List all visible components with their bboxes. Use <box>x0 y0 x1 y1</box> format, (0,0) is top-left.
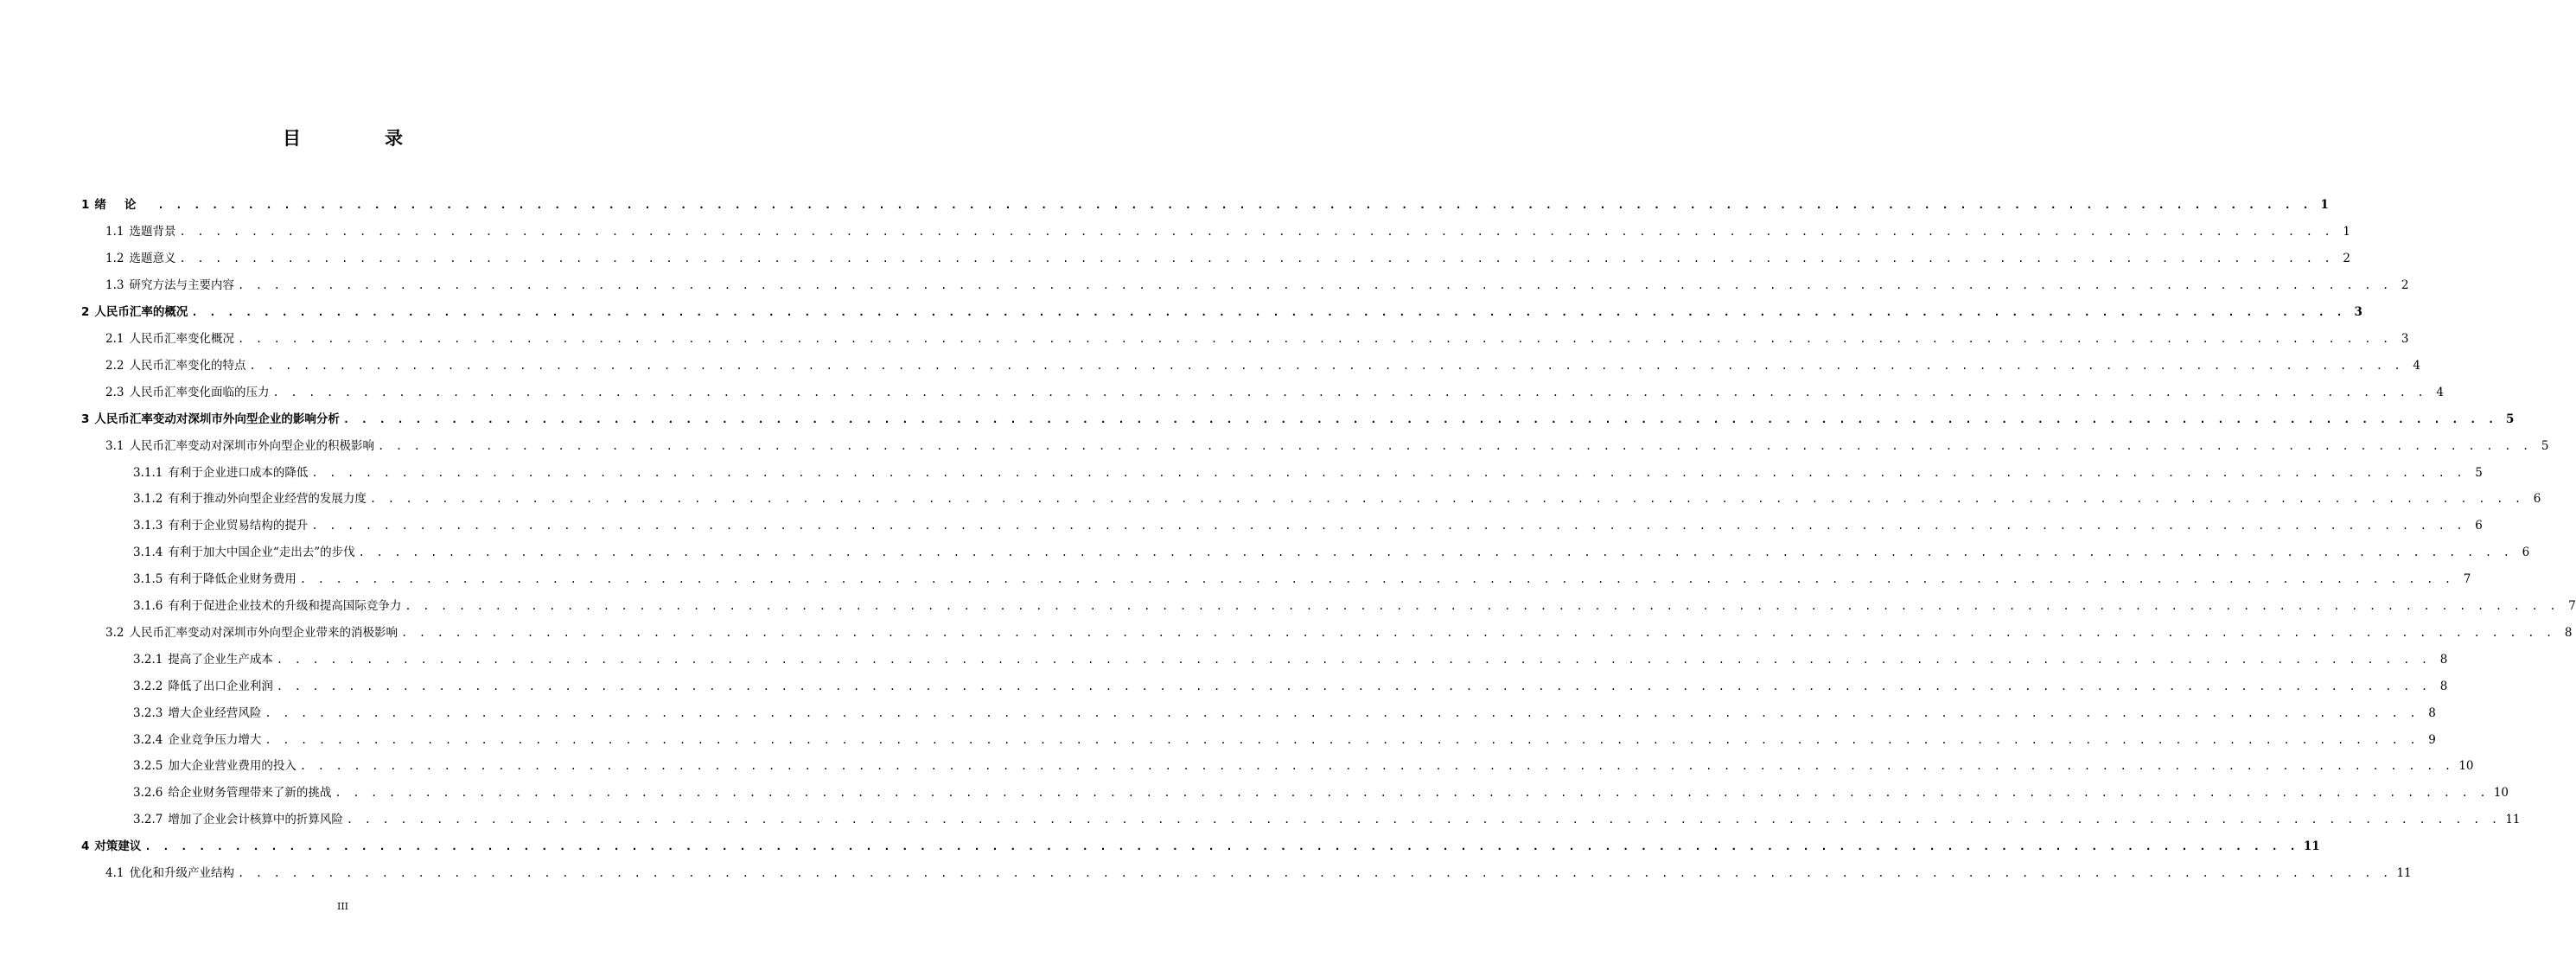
dot-leader: . . . . . . . . . . . . . . . . . . . . . . . . . . . . . . . . . . . . . . . . . . . . . . . . . . . . . . . . . . . . . . . . . . . . . . . . . . . . . . . . . . . . . . . . . . . . . . . . . . . . . . . . . . . . . . . . . . . . . . . . <box>179 252 2333 265</box>
toc-entry[interactable] <box>0 620 2573 647</box>
toc-entry-label <box>133 519 311 533</box>
toc-entry[interactable] <box>0 246 2350 272</box>
toc-entry-text: 加大企业营业费用的投入 <box>168 759 296 774</box>
toc-entry-page: 1 <box>2343 225 2350 239</box>
toc-entry-page: 7 <box>2568 599 2576 614</box>
toc-entry-number: 3.1 <box>105 438 124 453</box>
toc-entry[interactable] <box>0 539 2530 566</box>
toc-entry-label <box>81 198 157 212</box>
toc-entry[interactable] <box>0 566 2471 593</box>
toc-entry-page: 6 <box>2533 492 2541 507</box>
toc-entry-label <box>133 680 277 693</box>
toc-entry-number: 1.2 <box>105 252 124 266</box>
dot-leader: . . . . . . . . . . . . . . . . . . . . . . . . . . . . . . . . . . . . . . . . . . . . . . . . . . . . . . . . . . . . . . . . . . . . . . . . . . . . . . . . . . . . . . . . . . . . . . . . . . . . . . . . . . . . . . . . . . . . . . . . <box>299 760 2454 773</box>
toc-entry-number: 3.2.6 <box>133 786 163 801</box>
toc-entry-number: 3.2.2 <box>133 679 163 693</box>
toc-entry-page: 5 <box>2475 465 2483 480</box>
toc-entry-label <box>105 225 179 239</box>
dot-leader: . . . . . . . . . . . . . . . . . . . . . . . . . . . . . . . . . . . . . . . . . . . . . . . . . . . . . . . . . . . . . . . . . . . . . . . . . . . . . . . . . . . . . . . . . . . . . . . . . . . . . . . . . . . . . . . . . . . . . . . . <box>237 332 2392 345</box>
toc-entry-text: 人民币汇率变动对深圳市外向型企业的积极影响 <box>129 438 374 453</box>
page-number: III <box>336 901 349 912</box>
toc-entry[interactable] <box>0 192 2329 219</box>
dot-leader: . . . . . . . . . . . . . . . . . . . . . . . . . . . . . . . . . . . . . . . . . . . . . . . . . . . . . . . . . . . . . . . . . . . . . . . . . . . . . . . . . . . . . . . . . . . . . . . . . . . . . . . . . . . . . . . . . . . . . . . . <box>299 573 2454 586</box>
toc-entry-label <box>105 252 179 265</box>
dot-leader: . . . . . . . . . . . . . . . . . . . . . . . . . . . . . . . . . . . . . . . . . . . . . . . . . . . . . . . . . . . . . . . . . . . . . . . . . . . . . . . . . . . . . . . . . . . . . . . . . . . . . . . . . . . . . . . . . . . . . . . . <box>335 787 2489 800</box>
toc-entry[interactable] <box>0 753 2474 780</box>
toc-entry-page: 1 <box>2320 198 2329 213</box>
toc-entry[interactable] <box>0 780 2509 807</box>
toc-entry-page: 5 <box>2505 412 2515 426</box>
page-title: 目 录 <box>283 128 436 149</box>
toc-entry-page: 6 <box>2475 519 2483 533</box>
dot-leader: . . . . . . . . . . . . . . . . . . . . . . . . . . . . . . . . . . . . . . . . . . . . . . . . . . . . . . . . . . . . . . . . . . . . . . . . . . . . . . . . . . . . . . . . . . . . . . . . . . . . . . . . . . . . . . . . . . . . . . . . <box>265 706 2419 719</box>
dot-leader: . . . . . . . . . . . . . . . . . . . . . . . . . . . . . . . . . . . . . . . . . . . . . . . . . . . . . . . . . . . . . . . . . . . . . . . . . . . . . . . . . . . . . . . . . . . . . . . . . . . . . . . . . . . . . . . . . . . . . . . . <box>237 279 2392 292</box>
toc-entry-number: 3.2.3 <box>133 705 163 720</box>
table-of-contents <box>0 192 2576 887</box>
toc-entry-text: 人民币汇率的概况 <box>94 305 188 320</box>
toc-entry-text: 人民币汇率变动对深圳市外向型企业的影响分析 <box>94 412 340 426</box>
toc-entry-page: 9 <box>2428 732 2436 747</box>
toc-entry-number: 2.3 <box>105 385 124 399</box>
toc-entry-page: 2 <box>2343 252 2350 266</box>
toc-entry[interactable] <box>0 860 2412 887</box>
toc-entry-label <box>133 466 311 480</box>
toc-entry-text: 有利于推动外向型企业经营的发展力度 <box>168 492 367 507</box>
toc-entry-number: 3.1.4 <box>133 546 163 560</box>
toc-entry-label <box>133 786 335 800</box>
toc-entry[interactable] <box>0 513 2483 539</box>
toc-entry-number: 4 <box>81 839 90 854</box>
toc-entry-label <box>133 706 265 720</box>
toc-entry-text: 有利于促进企业技术的升级和提高国际竞争力 <box>168 599 402 614</box>
toc-entry-page: 6 <box>2522 546 2530 560</box>
toc-entry[interactable] <box>0 352 2420 379</box>
toc-entry-page: 5 <box>2541 438 2549 453</box>
toc-entry-label <box>81 305 191 319</box>
toc-entry-text: 提高了企业生产成本 <box>168 652 273 667</box>
toc-entry-number: 3.2.4 <box>133 732 163 747</box>
toc-entry-page: 4 <box>2436 385 2444 399</box>
dot-leader: . . . . . . . . . . . . . . . . . . . . . . . . . . . . . . . . . . . . . . . . . . . . . . . . . . . . . . . . . . . . . . . . . . . . . . . . . . . . . . . . . . . . . . . . . . . . . . . . . . . . . . . . . . . . . . . . . . . . . . . . <box>358 546 2513 559</box>
toc-entry-label <box>105 359 249 373</box>
dot-leader: . . . . . . . . . . . . . . . . . . . . . . . . . . . . . . . . . . . . . . . . . . . . . . . . . . . . . . . . . . . . . . . . . . . . . . . . . . . . . . . . . . . . . . . . . . . . . . . . . . . . . . . . . . . . . . . . . . . . . . . . <box>346 814 2501 826</box>
toc-entry-number: 3.1.3 <box>133 519 163 533</box>
toc-entry-text: 人民币汇率变化面临的压力 <box>129 385 270 399</box>
toc-entry-text: 增加了企业会计核算中的折算风险 <box>168 813 343 827</box>
toc-entry[interactable] <box>0 379 2444 405</box>
toc-entry-label <box>81 412 343 426</box>
toc-entry-text: 人民币汇率变化概况 <box>129 331 234 346</box>
toc-entry-page: 11 <box>2303 839 2320 854</box>
toc-entry-text: 有利于加大中国企业“走出去”的步伐 <box>168 546 355 560</box>
toc-entry[interactable] <box>0 593 2576 620</box>
toc-entry-number: 3.2.1 <box>133 652 163 667</box>
toc-entry-text: 降低了出口企业利润 <box>168 679 273 693</box>
toc-entry-label <box>133 599 405 613</box>
dot-leader: . . . . . . . . . . . . . . . . . . . . . . . . . . . . . . . . . . . . . . . . . . . . . . . . . . . . . . . . . . . . . . . . . . . . . . . . . . . . . . . . . . . . . . . . . . . . . . . . . . . . . . . . . . . . . . . . . . . . . . . . <box>179 226 2333 239</box>
toc-entry-label <box>105 386 272 399</box>
toc-entry-number: 2.1 <box>105 331 124 346</box>
toc-entry[interactable] <box>0 486 2541 513</box>
dot-leader: . . . . . . . . . . . . . . . . . . . . . . . . . . . . . . . . . . . . . . . . . . . . . . . . . . . . . . . . . . . . . . . . . . . . . . . . . . . . . . . . . . . . . . . . . . . . . . . . . . . . . . . . . . . . . . . . . . . . . . . . <box>157 199 2311 212</box>
toc-entry[interactable] <box>0 699 2436 726</box>
toc-entry-page: 11 <box>2505 813 2521 827</box>
toc-entry-number: 3.1.5 <box>133 572 163 587</box>
toc-entry[interactable] <box>0 432 2549 459</box>
toc-entry-label <box>105 439 378 453</box>
toc-entry-text: 有利于企业进口成本的降低 <box>168 465 309 480</box>
toc-entry-number: 2 <box>81 305 90 320</box>
toc-entry-text: 给企业财务管理带来了新的挑战 <box>168 786 332 801</box>
toc-entry-label <box>105 332 238 346</box>
toc-entry-page: 2 <box>2401 278 2409 293</box>
toc-entry-number: 3.1.6 <box>133 599 163 614</box>
toc-entry-page: 11 <box>2396 866 2412 881</box>
toc-entry-label <box>133 492 370 506</box>
toc-entry-label <box>105 278 238 292</box>
toc-entry[interactable] <box>0 299 2362 326</box>
toc-entry-label <box>133 653 277 667</box>
toc-entry-number: 3.2.7 <box>133 813 163 827</box>
toc-entry-page: 4 <box>2413 358 2420 373</box>
toc-entry-text: 人民币汇率变动对深圳市外向型企业带来的消极影响 <box>129 625 398 640</box>
toc-entry-number: 3.1.2 <box>133 492 163 507</box>
toc-entry[interactable] <box>0 726 2436 753</box>
toc-entry-number: 1 <box>81 198 90 213</box>
toc-entry-page: 7 <box>2463 572 2471 587</box>
dot-leader: . . . . . . . . . . . . . . . . . . . . . . . . . . . . . . . . . . . . . . . . . . . . . . . . . . . . . . . . . . . . . . . . . . . . . . . . . . . . . . . . . . . . . . . . . . . . . . . . . . . . . . . . . . . . . . . . . . . . . . . . <box>311 466 2465 479</box>
toc-entry-text: 有利于降低企业财务费用 <box>168 572 296 587</box>
toc-entry-label <box>105 866 238 880</box>
toc-entry-text: 选题意义 <box>129 252 176 266</box>
dot-leader: . . . . . . . . . . . . . . . . . . . . . . . . . . . . . . . . . . . . . . . . . . . . . . . . . . . . . . . . . . . . . . . . . . . . . . . . . . . . . . . . . . . . . . . . . . . . . . . . . . . . . . . . . . . . . . . . . . . . . . . . <box>249 359 2403 372</box>
dot-leader: . . . . . . . . . . . . . . . . . . . . . . . . . . . . . . . . . . . . . . . . . . . . . . . . . . . . . . . . . . . . . . . . . . . . . . . . . . . . . . . . . . . . . . . . . . . . . . . . . . . . . . . . . . . . . . . . . . . . . . . . <box>400 626 2555 639</box>
toc-entry-label <box>133 759 300 773</box>
dot-leader: . . . . . . . . . . . . . . . . . . . . . . . . . . . . . . . . . . . . . . . . . . . . . . . . . . . . . . . . . . . . . . . . . . . . . . . . . . . . . . . . . . . . . . . . . . . . . . . . . . . . . . . . . . . . . . . . . . . . . . . . <box>237 867 2392 880</box>
toc-entry-page: 8 <box>2428 705 2436 720</box>
toc-entry-label <box>105 626 401 640</box>
toc-entry-text: 企业竞争压力增大 <box>168 732 262 747</box>
toc-entry-number: 2.2 <box>105 358 124 373</box>
dot-leader: . . . . . . . . . . . . . . . . . . . . . . . . . . . . . . . . . . . . . . . . . . . . . . . . . . . . . . . . . . . . . . . . . . . . . . . . . . . . . . . . . . . . . . . . . . . . . . . . . . . . . . . . . . . . . . . . . . . . . . . . <box>377 439 2532 452</box>
toc-entry-page: 8 <box>2564 625 2573 640</box>
toc-entry[interactable] <box>0 459 2483 486</box>
toc-entry[interactable] <box>0 219 2350 246</box>
toc-entry-text: 人民币汇率变化的特点 <box>129 358 246 373</box>
dot-leader: . . . . . . . . . . . . . . . . . . . . . . . . . . . . . . . . . . . . . . . . . . . . . . . . . . . . . . . . . . . . . . . . . . . . . . . . . . . . . . . . . . . . . . . . . . . . . . . . . . . . . . . . . . . . . . . . . . . . . . . . <box>191 306 2345 319</box>
toc-entry[interactable] <box>0 272 2409 299</box>
toc-entry-page: 3 <box>2354 305 2362 320</box>
toc-entry-page: 3 <box>2401 331 2409 346</box>
toc-entry-text: 优化和升级产业结构 <box>129 866 234 881</box>
toc-entry-number: 1.1 <box>105 225 124 239</box>
toc-entry-page: 10 <box>2458 759 2474 774</box>
toc-entry-label <box>133 572 300 586</box>
toc-entry-text: 研究方法与主要内容 <box>129 278 234 293</box>
toc-entry[interactable] <box>0 673 2448 699</box>
toc-entry-text: 有利于企业贸易结构的提升 <box>168 519 309 533</box>
dot-leader: . . . . . . . . . . . . . . . . . . . . . . . . . . . . . . . . . . . . . . . . . . . . . . . . . . . . . . . . . . . . . . . . . . . . . . . . . . . . . . . . . . . . . . . . . . . . . . . . . . . . . . . . . . . . . . . . . . . . . . . . <box>265 733 2419 746</box>
toc-entry-page: 8 <box>2439 679 2448 693</box>
toc-entry-page: 10 <box>2493 786 2509 801</box>
toc-entry-number: 3 <box>81 412 90 426</box>
toc-entry[interactable] <box>0 646 2448 673</box>
toc-entry-number: 3.1.1 <box>133 465 163 480</box>
dot-leader: . . . . . . . . . . . . . . . . . . . . . . . . . . . . . . . . . . . . . . . . . . . . . . . . . . . . . . . . . . . . . . . . . . . . . . . . . . . . . . . . . . . . . . . . . . . . . . . . . . . . . . . . . . . . . . . . . . . . . . . . <box>369 493 2524 506</box>
dot-leader: . . . . . . . . . . . . . . . . . . . . . . . . . . . . . . . . . . . . . . . . . . . . . . . . . . . . . . . . . . . . . . . . . . . . . . . . . . . . . . . . . . . . . . . . . . . . . . . . . . . . . . . . . . . . . . . . . . . . . . . . <box>405 600 2559 613</box>
toc-entry-number: 3.2 <box>105 625 124 640</box>
toc-entry[interactable] <box>0 405 2515 432</box>
toc-entry-label <box>133 733 265 747</box>
toc-entry[interactable] <box>0 807 2521 833</box>
toc-entry[interactable] <box>0 833 2320 860</box>
toc-entry-page: 8 <box>2439 652 2448 667</box>
toc-entry-number: 4.1 <box>105 866 124 881</box>
toc-entry[interactable] <box>0 326 2409 353</box>
dot-leader: . . . . . . . . . . . . . . . . . . . . . . . . . . . . . . . . . . . . . . . . . . . . . . . . . . . . . . . . . . . . . . . . . . . . . . . . . . . . . . . . . . . . . . . . . . . . . . . . . . . . . . . . . . . . . . . . . . . . . . . . <box>272 386 2426 399</box>
toc-entry-text: 选题背景 <box>129 225 176 239</box>
dot-leader: . . . . . . . . . . . . . . . . . . . . . . . . . . . . . . . . . . . . . . . . . . . . . . . . . . . . . . . . . . . . . . . . . . . . . . . . . . . . . . . . . . . . . . . . . . . . . . . . . . . . . . . . . . . . . . . . . . . . . . . . <box>276 680 2431 692</box>
dot-leader: . . . . . . . . . . . . . . . . . . . . . . . . . . . . . . . . . . . . . . . . . . . . . . . . . . . . . . . . . . . . . . . . . . . . . . . . . . . . . . . . . . . . . . . . . . . . . . . . . . . . . . . . . . . . . . . . . . . . . . . . <box>276 653 2431 666</box>
toc-entry-number: 3.2.5 <box>133 759 163 774</box>
toc-entry-label <box>81 839 144 853</box>
dot-leader: . . . . . . . . . . . . . . . . . . . . . . . . . . . . . . . . . . . . . . . . . . . . . . . . . . . . . . . . . . . . . . . . . . . . . . . . . . . . . . . . . . . . . . . . . . . . . . . . . . . . . . . . . . . . . . . . . . . . . . . . <box>144 840 2299 853</box>
dot-leader: . . . . . . . . . . . . . . . . . . . . . . . . . . . . . . . . . . . . . . . . . . . . . . . . . . . . . . . . . . . . . . . . . . . . . . . . . . . . . . . . . . . . . . . . . . . . . . . . . . . . . . . . . . . . . . . . . . . . . . . . <box>311 520 2465 533</box>
toc-entry-text: 增大企业经营风险 <box>168 705 262 720</box>
dot-leader: . . . . . . . . . . . . . . . . . . . . . . . . . . . . . . . . . . . . . . . . . . . . . . . . . . . . . . . . . . . . . . . . . . . . . . . . . . . . . . . . . . . . . . . . . . . . . . . . . . . . . . . . . . . . . . . . . . . . . . . . <box>342 412 2497 425</box>
toc-entry-label <box>133 546 359 559</box>
toc-entry-label <box>133 813 347 826</box>
toc-entry-text: 对策建议 <box>94 839 142 854</box>
toc-entry-number: 1.3 <box>105 278 124 293</box>
toc-entry-text: 绪论 <box>94 198 155 213</box>
